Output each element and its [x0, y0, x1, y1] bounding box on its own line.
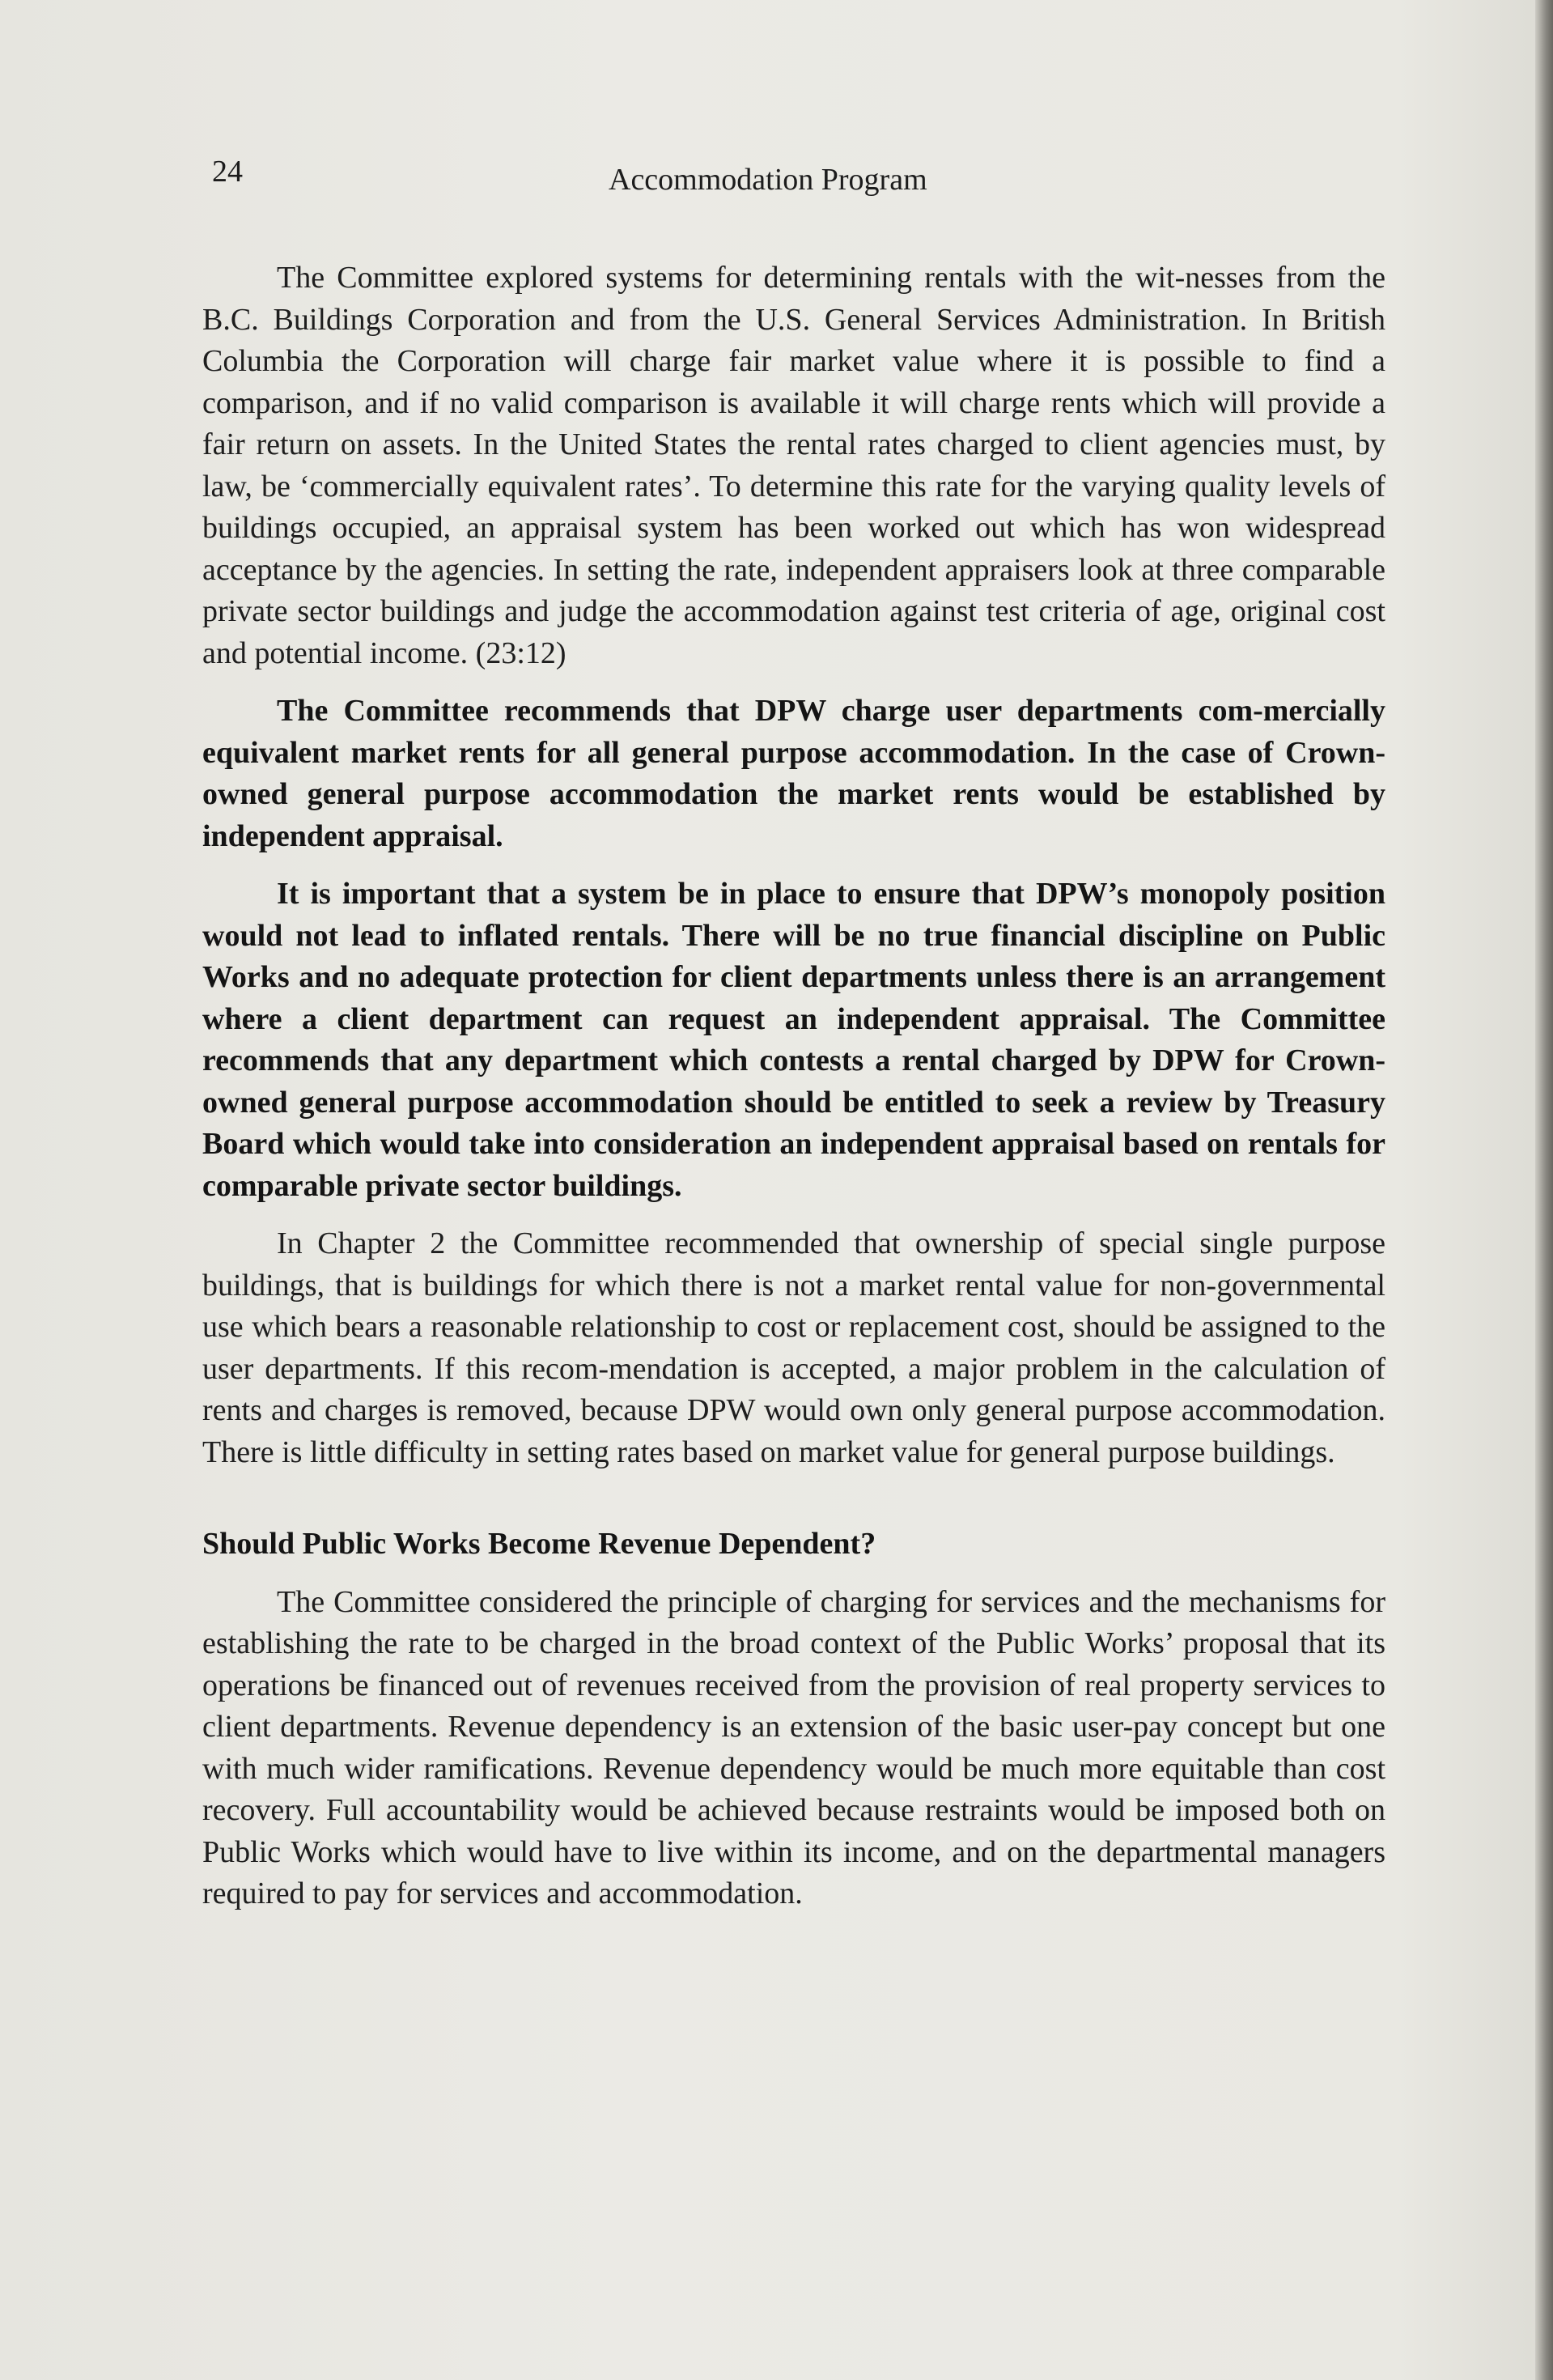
body-text	[202, 257, 1385, 1915]
paragraph-chapter-2: In Chapter 2 the Committee recommended that ownership of special single purpose buildings, that is buildings for which there is not a market rental value for non-governmental use which bears a reasonable relationship to cost or replacement cost, should be assigned to the user departments. If this recom-mendation is accepted, a major problem in the calculation of rents and charges is removed, because DPW would own only general purpose accommodation. There is little difficulty in setting rates based on market value for general purpose buildings.	[202, 1226, 1385, 1469]
running-title: Accommodation Program	[609, 163, 927, 197]
paragraph-rental-systems: The Committee explored systems for determining rentals with the wit-nesses from the B.C. Buildings Corporation and from the U.S. General Services Administration. In British Columbia the Corporation will charge fair market value where it is possible to find a comparison, and if no valid comparison is available it will charge rents which will provide a fair return on assets. In the United States the rental rates charged to client agencies must, by law, be ‘commercially equivalent rates’. To determine this rate for the varying quality levels of buildings occupied, an appraisal system has been worked out which has won widespread acceptance by the agencies. In setting the rate, independent appraisers look at three comparable private sector buildings and judge the accommodation against test criteria of age, original cost and potential income. (23:12)	[202, 261, 1385, 670]
page-edge-shadow	[1535, 0, 1553, 2380]
recommendation-market-rents: The Committee recommends that DPW charge user departments com-mercially equivalent market rents for all general purpose accommodation. In the case of Crown-owned general purpose accommodation the market rents would be established by independent appraisal.	[202, 694, 1385, 853]
page-number: 24	[212, 155, 243, 189]
page-header	[212, 154, 1385, 202]
paragraph-revenue-dependency: The Committee considered the principle of charging for services and the mechanisms for establishing the rate to be charged in the broad context of the Public Works’ proposal that its operations be financed out of revenues received from the provision of real property services to client departments. Revenue dependency is an extension of the basic user-pay concept but one with much wider ramifications. Revenue dependency would be much more equitable than cost recovery. Full accountability would be achieved because restraints would be imposed both on Public Works which would have to live within its income, and on the departmental managers required to pay for services and accommodation.	[202, 1584, 1385, 1910]
section-heading: Should Public Works Become Revenue Dependent?	[202, 1527, 876, 1561]
recommendation-treasury-review: It is important that a system be in place to ensure that DPW’s monopoly position would not lead to inflated rentals. There will be no true financial discipline on Public Works and no adequate protection for client departments unless there is an arrangement where a client department can request an independent appraisal. The Committee recommends that any department which contests a rental charged by DPW for Crown-owned general purpose accommodation should be entitled to seek a review by Treasury Board which would take into consideration an independent appraisal based on rentals for comparable private sector buildings.	[202, 877, 1385, 1203]
